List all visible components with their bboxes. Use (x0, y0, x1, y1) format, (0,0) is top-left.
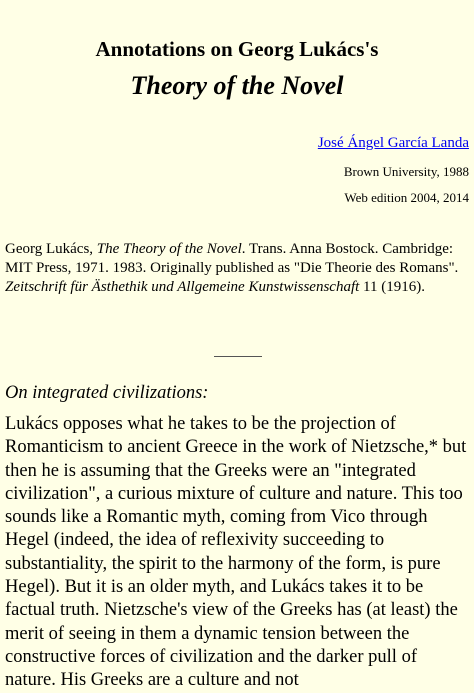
citation-journal: Zeitschrift für Ästhethik und Allgemeine Kunstwissenschaft (5, 279, 360, 295)
bibliographic-citation (5, 240, 468, 297)
affiliation-text: Brown University, 1988 (343, 164, 469, 179)
page-title: Annotations on Georg Lukács's (95, 37, 379, 61)
body-paragraph: Lukács opposes what he takes to be the projection of Romanticism to ancient Greece in the work of Nietzsche,* but then he is assuming that the Greeks were an "integrated civilization", a curious mixture of culture and nature. This too sounds like a Romantic myth, coming from Vico through Hegel (indeed, the idea of reflexivity succeeding to substantiality, the spirit to the harmony of the form, is pure Hegel). But it is an older myth, and Lukács takes it to be factual truth. Nietzsche's view of the Greeks has (at least) the merit of seeing in them a dynamic tension between the constructive forces of civilization and the darker pull of nature. His Greeks are a culture and not (5, 414, 467, 691)
author-link[interactable]: José Ángel García Landa (317, 135, 469, 151)
page-subtitle: Theory of the Novel (130, 71, 344, 100)
section-heading: On integrated civilizations: (5, 383, 209, 403)
edition-text: Web edition 2004, 2014 (344, 190, 469, 205)
section-divider (214, 356, 262, 357)
citation-book-title: The Theory of the Novel (96, 241, 242, 257)
citation-author: Georg Lukács, (5, 241, 97, 257)
citation-volume: 11 (1916). (359, 279, 425, 295)
citation-details: . Trans. Anna Bostock. Cambridge: MIT Press, 1971. 1983. Originally published as "Die Theorie des Romans". (5, 241, 459, 276)
